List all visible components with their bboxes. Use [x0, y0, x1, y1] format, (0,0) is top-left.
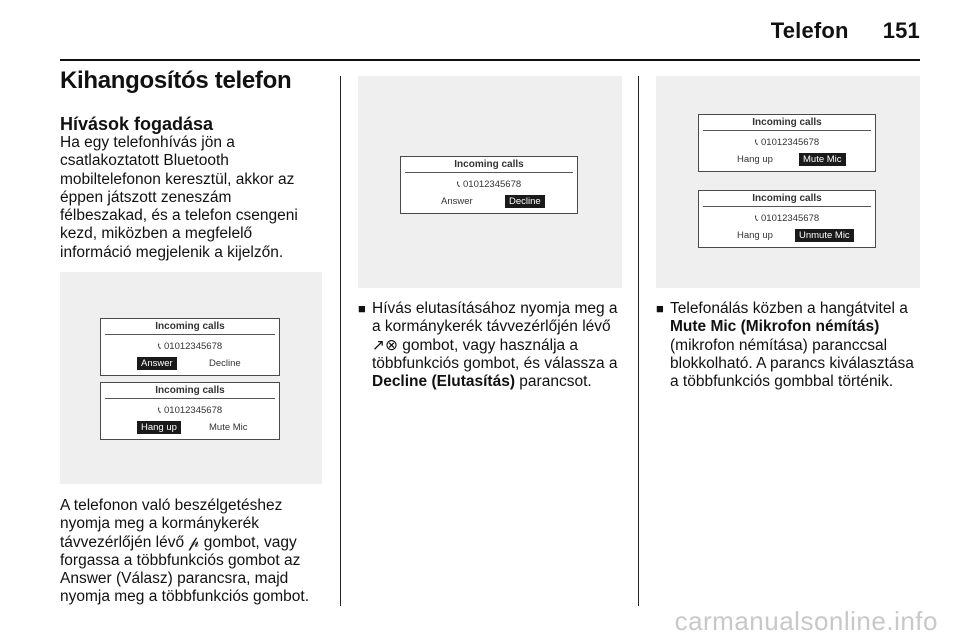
unmute-option: Unmute Mic — [795, 229, 854, 242]
hangup-option: Hang up — [737, 154, 773, 165]
watermark: carmanualsonline.info — [674, 606, 938, 636]
intro-paragraph: Ha egy telefonhívás jön a csatlakoztatott Bluetooth mobiltelefonon keresztül, akkor az éppen játszott zeneszám félbeszakad, és a telefon csengeni kezd, miközben a megfelelő információ megjelenik a kijelzőn. — [60, 134, 298, 261]
page-number: 151 — [882, 18, 920, 43]
decline-bullet-text: Hívás elutasításához nyomja meg a a kormánykerék távvezérlőjén lévő ↗⊗ gombot, vagy használja a többfunkciós gombot, és válassza a Decline (Elutasítás) parancsot. — [372, 300, 618, 391]
subsection-title: Hívások fogadása — [60, 114, 214, 134]
figure-answer-hangup — [60, 272, 322, 484]
mute-bullet-text: Telefonálás közben a hangátvitel a Mute Mic (Mikrofon némítás) (mikrofon némítása) paranccsal blokkolható. A parancs kiválasztása a többfunkciós gombbal történik. — [670, 300, 914, 391]
screen-mute — [698, 114, 876, 172]
figure-mute — [656, 76, 920, 288]
caller-number: 📞︎ 01012345678 — [157, 341, 223, 352]
caller-number: 📞︎ 01012345678 — [157, 405, 223, 416]
screen-incoming-answer — [100, 318, 280, 376]
screen-title: Incoming calls — [703, 117, 871, 131]
mute-option: Mute Mic — [209, 422, 248, 433]
page-header — [60, 0, 920, 60]
column-1 — [60, 66, 322, 262]
decline-bullet — [358, 300, 630, 391]
column-divider-1 — [340, 76, 341, 606]
caller-number: 📞︎ 01012345678 — [754, 137, 820, 148]
phone-icon: 📞︎ — [754, 213, 759, 223]
answer-option: Answer — [441, 196, 473, 207]
header-rule — [60, 59, 920, 61]
answer-paragraph: A telefonon való beszélgetéshez nyomja meg a kormánykerék távvezérlőjén lévő 𝓅 gombot, vagy forgassa a többfunkciós gombot az Answer (Válasz) parancsra, majd nyomja meg a többfunkciós gombot. — [60, 497, 309, 606]
phone-icon: 📞︎ — [754, 137, 759, 147]
section-title: Kihangosítós telefon — [60, 67, 292, 94]
answer-option: Answer — [137, 357, 177, 370]
figure-decline — [358, 76, 622, 288]
screen-title: Incoming calls — [405, 159, 573, 173]
bullet-marker: ■ — [656, 301, 664, 316]
caller-number: 📞︎ 01012345678 — [456, 179, 522, 190]
screen-title: Incoming calls — [703, 193, 871, 207]
header-text — [771, 18, 920, 44]
phone-icon: 📞︎ — [456, 179, 461, 189]
screen-title: Incoming calls — [105, 385, 275, 399]
phone-icon: 📞︎ — [157, 405, 162, 415]
header-section: Telefon — [770, 18, 849, 43]
screen-title: Incoming calls — [105, 321, 275, 335]
phone-icon: 📞︎ — [157, 341, 162, 351]
mute-option: Mute Mic — [799, 153, 846, 166]
screen-incoming-decline — [400, 156, 578, 214]
mute-bullet — [656, 300, 924, 391]
column-divider-2 — [638, 76, 639, 606]
hangup-option: Hang up — [737, 230, 773, 241]
screen-unmute — [698, 190, 876, 248]
hangup-option: Hang up — [137, 421, 181, 434]
bullet-marker: ■ — [358, 301, 366, 316]
decline-option: Decline — [505, 195, 545, 208]
decline-option: Decline — [209, 358, 241, 369]
screen-incoming-hangup — [100, 382, 280, 440]
caller-number: 📞︎ 01012345678 — [754, 213, 820, 224]
